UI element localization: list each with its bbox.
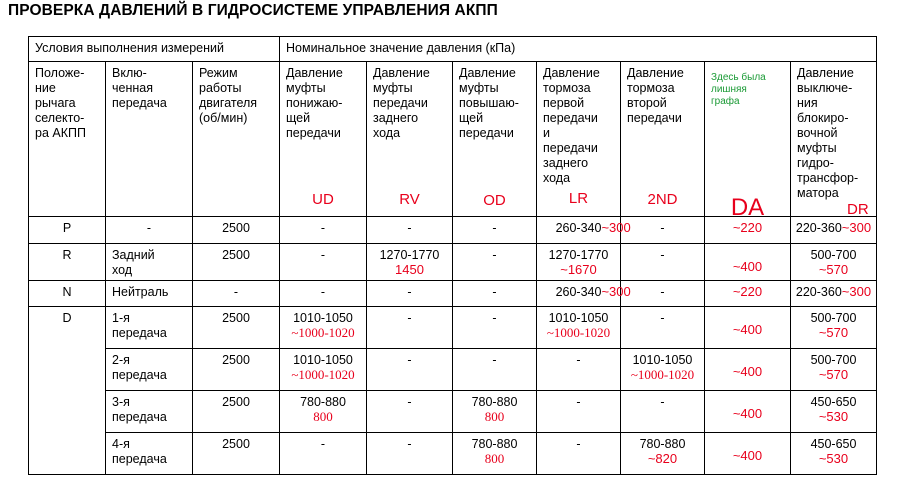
od-cell: - (453, 217, 537, 244)
da-cell (705, 433, 791, 475)
dr-cell: 500-700 ~570 (791, 349, 877, 391)
dr-cell: 450-650 ~530 (791, 391, 877, 433)
da-cell (705, 244, 791, 281)
da-cell (705, 217, 791, 244)
table-row (29, 281, 877, 307)
lever-cell: R (29, 244, 106, 281)
col-dr-header: Давление выключе- ния блокиро- вочной муфты гидро- трансфор- матора DR (791, 62, 877, 217)
column-headers-row (29, 62, 877, 217)
lever-cell: N (29, 281, 106, 307)
od-cell: 780-880 800 (453, 433, 537, 475)
table-row (29, 433, 877, 475)
ud-cell: - (280, 244, 367, 281)
gear-cell: 1-я передача (106, 307, 193, 349)
rv-cell: - (367, 433, 453, 475)
od-cell: - (453, 307, 537, 349)
measured-value: ~300 (841, 284, 872, 299)
dr-cell: 220-360~300 (791, 217, 877, 244)
measured-value: 800 (484, 409, 505, 424)
nd-cell: - (621, 244, 705, 281)
nominal-header: Номинальное значение давления (кПа) (280, 37, 877, 62)
measured-value: ~820 (647, 451, 678, 466)
code-ud: UD (312, 191, 334, 208)
removed-column-note: Здесь была лишняя графа (711, 72, 766, 107)
dr-cell: 500-700 ~570 (791, 244, 877, 281)
lr-cell: 260-340 ~300 (537, 217, 621, 244)
dr-cell: 220-360~300 (791, 281, 877, 307)
rpm-cell: 2500 (193, 244, 280, 281)
ud-cell: 1010-1050 ~1000-1020 (280, 349, 367, 391)
measured-value: ~400 (732, 322, 763, 337)
table-row (29, 391, 877, 433)
rpm-cell: - (193, 281, 280, 307)
code-od: OD (483, 192, 506, 209)
measured-value: ~530 (818, 409, 849, 424)
nd-cell: - (621, 281, 705, 307)
lever-cell: D (29, 307, 106, 475)
conditions-header: Условия выполнения измерений (29, 37, 280, 62)
nd-cell: 780-880 ~820 (621, 433, 705, 475)
da-cell (705, 391, 791, 433)
code-lr: LR (568, 190, 589, 207)
rv-cell: - (367, 281, 453, 307)
table-row (29, 244, 877, 281)
measured-value: ~530 (818, 451, 849, 466)
nd-cell: - (621, 391, 705, 433)
measured-value: ~1000-1020 (291, 325, 355, 340)
lr-cell: 260-340 ~300 (537, 281, 621, 307)
measured-value: ~1000-1020 (291, 367, 355, 382)
ud-cell: 1010-1050 ~1000-1020 (280, 307, 367, 349)
dr-cell: 500-700 ~570 (791, 307, 877, 349)
gear-cell: Нейтраль (106, 281, 193, 307)
col-rv-header: Давление муфты передачи заднего хода RV (367, 62, 453, 217)
col-lever-header: Положе- ние рычага селекто- ра АКПП (29, 62, 106, 217)
measured-value: ~300 (601, 220, 631, 235)
measured-value: ~220 (732, 284, 763, 299)
measured-value: ~400 (732, 259, 763, 274)
lr-cell: - (537, 349, 621, 391)
ud-cell: 780-880 800 (280, 391, 367, 433)
gear-cell: 3-я передача (106, 391, 193, 433)
ud-cell: - (280, 217, 367, 244)
col-lr-header: Давление тормоза первой передачи и передачи заднего хода LR (537, 62, 621, 217)
rpm-cell: 2500 (193, 217, 280, 244)
ud-cell: - (280, 281, 367, 307)
gear-cell: 4-я передача (106, 433, 193, 475)
ud-cell: - (280, 433, 367, 475)
pressure-table (28, 36, 877, 475)
lever-cell: P (29, 217, 106, 244)
rv-cell: - (367, 307, 453, 349)
gear-cell: 2-я передача (106, 349, 193, 391)
col-rpm-header: Режим работы двигателя (об/мин) (193, 62, 280, 217)
code-2nd: 2ND (647, 191, 678, 208)
measured-value: ~220 (732, 220, 763, 235)
measured-value: ~1000-1020 (546, 325, 611, 340)
measured-value: ~570 (818, 367, 849, 382)
code-da: DA (730, 194, 765, 221)
rv-cell: 1270-1770 1450 (367, 244, 453, 281)
table-row (29, 349, 877, 391)
col-2nd-header: Давление тормоза второй передачи 2ND (621, 62, 705, 217)
od-cell: - (453, 281, 537, 307)
od-cell: - (453, 349, 537, 391)
measured-value: ~570 (818, 262, 849, 277)
measured-value: ~300 (601, 284, 631, 299)
da-cell (705, 349, 791, 391)
da-cell (705, 281, 791, 307)
lr-cell: - (537, 433, 621, 475)
od-cell: 780-880 800 (453, 391, 537, 433)
da-cell (705, 307, 791, 349)
lr-cell: - (537, 391, 621, 433)
measured-value: ~400 (732, 406, 763, 421)
od-cell: - (453, 244, 537, 281)
measured-value: ~300 (841, 220, 872, 235)
rpm-cell: 2500 (193, 391, 280, 433)
gear-cell: Задний ход (106, 244, 193, 281)
measured-value: ~400 (732, 364, 763, 379)
rv-cell: - (367, 391, 453, 433)
col-da-header (705, 62, 791, 221)
nd-cell: 1010-1050 ~1000-1020 (621, 349, 705, 391)
lr-cell: 1270-1770 ~1670 (537, 244, 621, 281)
table-row (29, 217, 877, 244)
measured-value: ~1000-1020 (630, 367, 695, 382)
measured-value: ~1670 (560, 262, 597, 277)
col-od-header: Давление муфты повышаю- щей передачи OD (453, 62, 537, 217)
measured-value: 800 (313, 409, 333, 424)
lr-cell: 1010-1050 ~1000-1020 (537, 307, 621, 349)
code-rv: RV (399, 191, 420, 208)
table-row (29, 307, 877, 349)
measured-value: 800 (484, 451, 505, 466)
rv-cell: - (367, 349, 453, 391)
measured-value: ~400 (732, 448, 763, 463)
page-title: ПРОВЕРКА ДАВЛЕНИЙ В ГИДРОСИСТЕМЕ УПРАВЛЕНИЯ АКПП (8, 2, 498, 19)
col-ud-header: Давление муфты понижаю- щей передачи UD (280, 62, 367, 217)
gear-cell: - (106, 217, 193, 244)
nd-cell: - (621, 307, 705, 349)
rpm-cell: 2500 (193, 433, 280, 475)
measured-value: 1450 (395, 262, 424, 277)
rpm-cell: 2500 (193, 349, 280, 391)
nd-cell: - (621, 217, 705, 244)
dr-cell: 450-650 ~530 (791, 433, 877, 475)
col-gear-header: Вклю- ченная передача (106, 62, 193, 217)
code-dr: DR (847, 201, 869, 218)
rpm-cell: 2500 (193, 307, 280, 349)
measured-value: ~570 (818, 325, 849, 340)
rv-cell: - (367, 217, 453, 244)
